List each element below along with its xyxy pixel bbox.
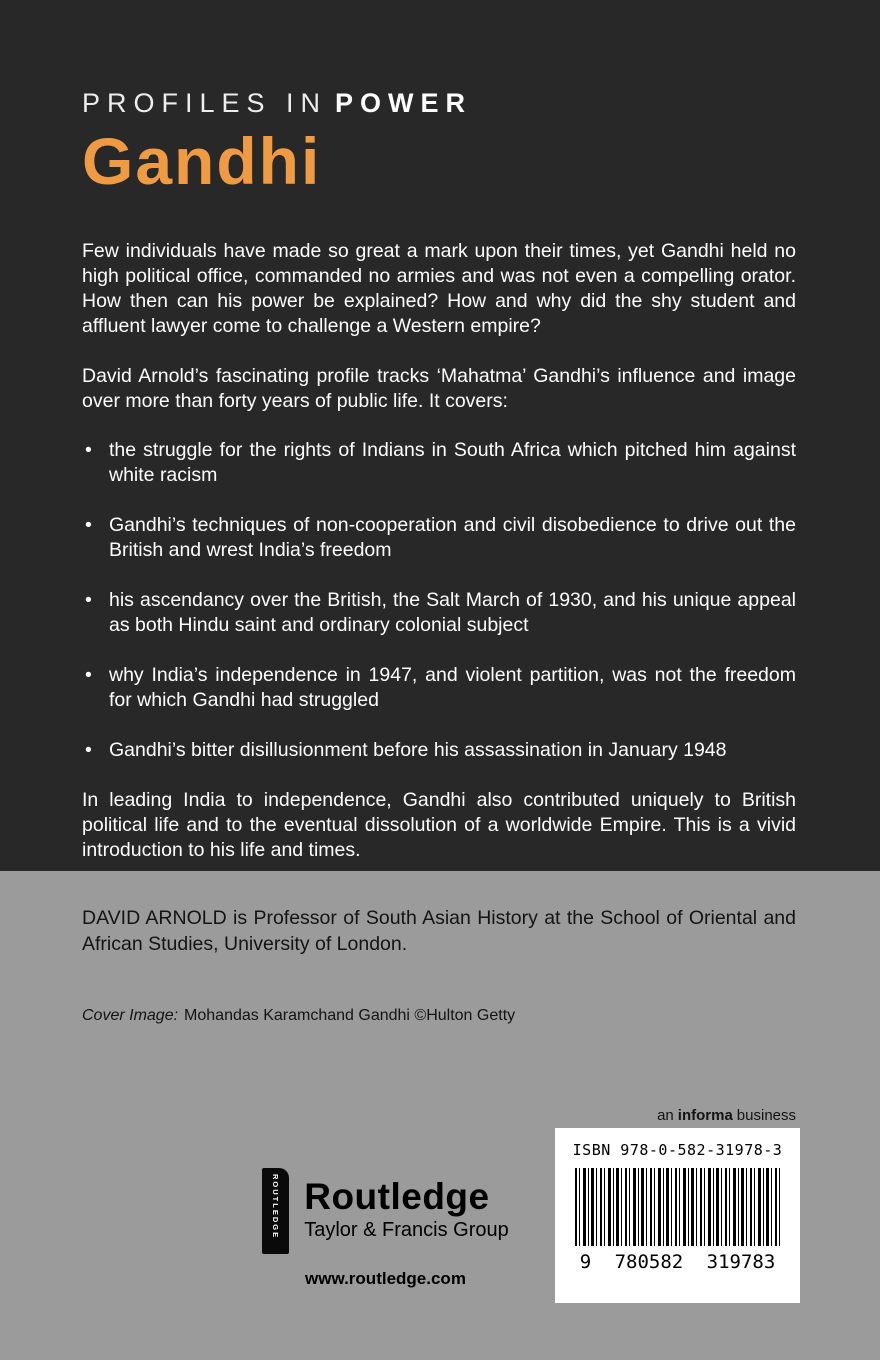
series-title-regular: PROFILES IN (82, 88, 328, 118)
series-title (82, 88, 796, 119)
publisher-logo-row (253, 1168, 518, 1254)
cover-image-credit (82, 1007, 515, 1025)
cover-image-credit-text: Mohandas Karamchand Gandhi ©Hulton Getty (184, 1007, 516, 1024)
bullet-item: • the struggle for the rights of Indians in South Africa which pitched him against white racism (82, 438, 796, 488)
publisher-wordmark (304, 1168, 509, 1242)
bullet-item: • Gandhi’s bitter disillusionment before his assassination in January 1948 (82, 738, 796, 763)
bullet-item: • why India’s independence in 1947, and violent partition, was not the freedom for which Gandhi had struggled (82, 663, 796, 713)
barcode-number: 9 780582 319783 (579, 1251, 776, 1273)
publisher-group: Taylor & Francis Group (304, 1219, 509, 1241)
publisher-website: www.routledge.com (305, 1269, 466, 1288)
series-title-bold: POWER (335, 88, 473, 118)
profile-paragraph: David Arnold’s fascinating profile tracks ‘Mahatma’ Gandhi’s influence and image over more than forty years of public life. It covers: (82, 365, 796, 412)
publisher-logo-block (253, 1168, 518, 1289)
isbn-label: ISBN 978-0-582-31978-3 (572, 1141, 783, 1159)
bullet-item: • his ascendancy over the British, the Salt March of 1930, and his unique appeal as both Hindu saint and ordinary colonial subject (82, 588, 796, 638)
informa-brand: informa (677, 1107, 733, 1124)
informa-post: business (736, 1107, 796, 1124)
cover-image-credit-label: Cover Image: (82, 1007, 179, 1024)
bullet-list (82, 438, 796, 763)
informa-business-line (657, 1107, 796, 1124)
intro-paragraph: Few individuals have made so great a mark upon their times, yet Gandhi held no high political office, commanded no armies and was not even a compelling orator. How then can his power be explained? How and why did the shy student and affluent lawyer come to challenge a Western empire? (82, 240, 796, 337)
book-title: Gandhi (82, 124, 322, 198)
publisher-name: Routledge (304, 1176, 490, 1217)
bullet-item: • Gandhi’s techniques of non-cooperation and civil disobedience to drive out the British and wrest India’s freedom (82, 513, 796, 563)
routledge-logo-vertical-text: ROUTLEDGE (271, 1174, 281, 1240)
closing-paragraph: In leading India to independence, Gandhi also contributed uniquely to British political life and to the eventual dissolution of a worldwide Empire. This is a vivid introduction to his life and times. (82, 789, 796, 861)
barcode-bars-icon (575, 1168, 781, 1246)
informa-pre: an (657, 1107, 674, 1124)
routledge-logo-icon (262, 1168, 289, 1254)
barcode-block (555, 1128, 800, 1303)
cover-footer-section (0, 871, 880, 1360)
author-bio: DAVID ARNOLD is Professor of South Asian History at the School of Oriental and African Studies, University of London. (82, 907, 796, 955)
